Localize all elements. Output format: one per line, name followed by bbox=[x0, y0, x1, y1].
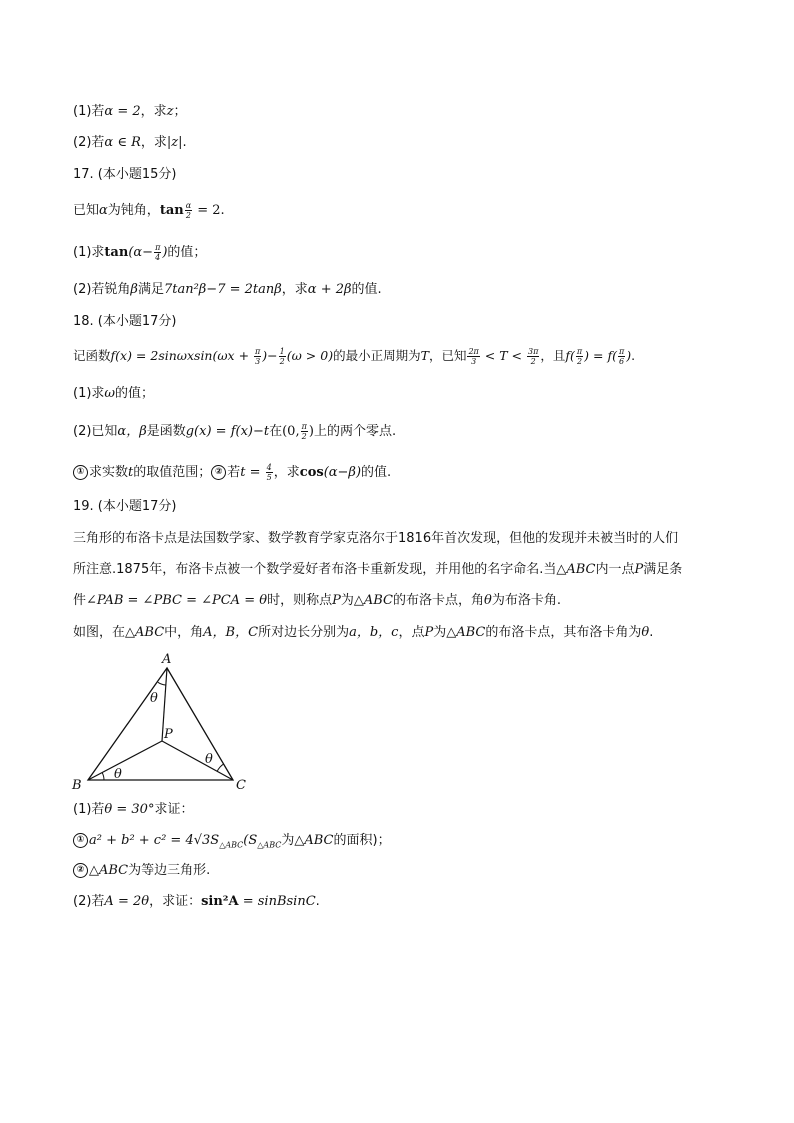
q18-given-ineq: < T < bbox=[480, 348, 526, 363]
q16-part2-prefix: (2)若 bbox=[73, 135, 105, 150]
q18-part3-cos: cos bbox=[299, 465, 324, 480]
q19-para2-mid3: ，点 bbox=[398, 625, 425, 640]
q16-part2-abs: |z| bbox=[166, 135, 183, 150]
q19-para2-mid5: 的布洛卡点，其布洛卡角为 bbox=[485, 625, 642, 640]
angle-arc-b bbox=[102, 773, 104, 781]
q18-given-t3: ，已知 bbox=[428, 348, 467, 363]
q19-para1-line3-theta: θ bbox=[484, 593, 492, 608]
q18-given-t1: 记函数 bbox=[73, 348, 111, 363]
q18-given-f6: ) bbox=[626, 348, 632, 363]
q17-part2-expr: α + 2β bbox=[307, 282, 352, 297]
q19-part1a-t: 为 bbox=[281, 833, 295, 848]
angle-arc-c bbox=[217, 764, 224, 772]
q18-given-f3: (ω > 0) bbox=[286, 348, 334, 363]
q19-para1-line2-pre: 所注意.1875年，布洛卡点被一个数学爱好者布洛卡重新发现，并用他的名字命名.当 bbox=[73, 562, 557, 577]
q17-part1-frac bbox=[154, 243, 161, 262]
q17-part1-end: 的值； bbox=[167, 245, 207, 260]
q18-given-frac1 bbox=[254, 347, 261, 366]
segment-cp bbox=[162, 741, 233, 780]
q18-given-frac2 bbox=[279, 347, 286, 366]
q18-part3 bbox=[73, 463, 391, 482]
q19-part2-end: . bbox=[315, 894, 320, 909]
q19-part1a bbox=[73, 832, 391, 855]
q19-para1-line2-P: P bbox=[634, 562, 644, 577]
q19-para1-line1: 三角形的布洛卡点是法国数学家、数学教育学家克洛尔于1816年首次发现，但他的发现并未被当时的人们 bbox=[73, 531, 679, 546]
q18-part3-t4: ，求 bbox=[273, 465, 300, 480]
q18-part3-expr: (α−β) bbox=[323, 465, 362, 480]
q18-given-frac2-den: 2 bbox=[279, 357, 285, 366]
q18-given bbox=[73, 347, 635, 366]
q18-given-frac4-den: 2 bbox=[530, 357, 536, 366]
q19-para1-line2-end: 满足条 bbox=[643, 562, 683, 577]
q18-given-frac1-num: π bbox=[255, 347, 261, 356]
q18-part1-omega: ω bbox=[104, 386, 116, 401]
q18-part3-frac bbox=[266, 463, 273, 482]
q19-part1a-circle: ① bbox=[73, 833, 88, 848]
q18-part2-in: 在 bbox=[269, 424, 283, 439]
q17-part2 bbox=[73, 281, 382, 299]
q18-part2-frac-num: π bbox=[301, 422, 307, 431]
q17-given-fn: tan bbox=[159, 203, 184, 218]
q19-para1-line3-mid3: 的布洛卡点，角 bbox=[392, 593, 484, 608]
brocard-triangle-figure bbox=[68, 650, 258, 795]
q17-given-text2: 为钝角， bbox=[107, 203, 160, 218]
q18-part2-prefix: (2)已知 bbox=[73, 424, 118, 439]
q19-part2-eq: = sinBsinC bbox=[238, 894, 316, 909]
q17-part1-open: (α− bbox=[128, 245, 154, 260]
angle-label-a: θ bbox=[150, 691, 158, 706]
q18-part2-text: 是函数 bbox=[146, 424, 186, 439]
vertex-label-c: C bbox=[236, 778, 246, 793]
q19-part2-mid: ，求证： bbox=[149, 894, 202, 909]
q18-given-f5: ) = f( bbox=[584, 348, 617, 363]
q19-part1a-sub: △ABC bbox=[219, 840, 244, 850]
q19-para2-abc: A，B，C bbox=[203, 625, 259, 640]
q19-para1-line3-mid: 时，则称点 bbox=[267, 593, 333, 608]
q18-given-t2: 的最小正周期为 bbox=[333, 348, 421, 363]
q19-para2-P: P bbox=[424, 625, 434, 640]
q19-part2-cond: A = 2θ bbox=[104, 894, 150, 909]
q19-part1a-sub2: △ABC bbox=[257, 840, 282, 850]
q18-given-frac6-den: 6 bbox=[619, 357, 625, 366]
q18-part3-teq: t = bbox=[240, 465, 265, 480]
q17-part1-fn: tan bbox=[104, 245, 129, 260]
q19-para2-sides: a，b，c bbox=[349, 625, 399, 640]
q19-para2-tri2: △ABC bbox=[446, 625, 486, 640]
angle-label-b: θ bbox=[114, 767, 122, 782]
q18-part2-int1: (0, bbox=[282, 424, 300, 439]
q16-part1-prefix: (1)若 bbox=[73, 104, 105, 119]
q19-part2-prefix: (2)若 bbox=[73, 894, 105, 909]
q18-given-f2: )− bbox=[262, 348, 278, 363]
q18-given-frac5 bbox=[576, 347, 583, 366]
q18-part3-circle1: ① bbox=[73, 465, 88, 480]
q18-given-frac4-num: 3π bbox=[528, 347, 539, 356]
q16-part1-sep: ，求 bbox=[140, 104, 167, 119]
q18-part2-g: g(x) = f(x)−t bbox=[185, 424, 270, 439]
q19-part2-sin: sin²A bbox=[201, 894, 239, 909]
vertex-label-b: B bbox=[72, 778, 82, 793]
q17-part2-end: 的值. bbox=[351, 282, 382, 297]
q18-part2-int2: ) bbox=[308, 424, 314, 439]
point-label-p: P bbox=[164, 727, 173, 742]
q18-part3-frac-den: 5 bbox=[266, 473, 272, 482]
q18-given-end: . bbox=[631, 348, 636, 363]
q17-part2-beta: β bbox=[130, 282, 138, 297]
q16-part1-var: z bbox=[166, 104, 174, 119]
q19-part1a-t2: 的面积)； bbox=[333, 833, 391, 848]
q16-part2-cond: α ∈ R bbox=[104, 135, 141, 150]
q18-given-frac5-den: 2 bbox=[576, 357, 583, 366]
angle-arc-a bbox=[158, 682, 166, 685]
q18-given-frac6 bbox=[618, 347, 625, 366]
q18-given-T: T bbox=[420, 348, 429, 363]
q19-part1b-tri: △ABC bbox=[89, 863, 129, 878]
q17-given-text1: 已知 bbox=[73, 203, 100, 218]
q19-para1-line3-P: P bbox=[332, 593, 341, 608]
q19-para1-line3 bbox=[73, 592, 561, 610]
q17-given bbox=[73, 201, 225, 220]
q18-part2 bbox=[73, 422, 396, 441]
q17-part1-prefix: (1)求 bbox=[73, 245, 105, 260]
q19-part1a-tri: △ABC bbox=[294, 833, 334, 848]
q19-part1 bbox=[73, 801, 193, 819]
q17-given-frac bbox=[185, 201, 192, 220]
q19-para1-line3-end: 为布洛卡角. bbox=[491, 593, 561, 608]
q18-part3-t1: 求实数 bbox=[89, 465, 129, 480]
q17-given-frac-num: α bbox=[185, 201, 192, 210]
q17-header: 17. (本小题15分) bbox=[73, 167, 177, 182]
q17-given-frac-den: 2 bbox=[185, 211, 191, 220]
q19-para1-line3-pre: 件 bbox=[73, 593, 87, 608]
q19-part1b bbox=[73, 862, 210, 880]
q19-para1-line2-tri: △ABC bbox=[556, 562, 596, 577]
q18-part2-end: 上的两个零点. bbox=[313, 424, 397, 439]
q18-part1-prefix: (1)求 bbox=[73, 386, 105, 401]
q18-part3-end: 的值. bbox=[361, 465, 392, 480]
q16-part1-end: ； bbox=[173, 104, 187, 119]
q18-part3-circle2: ② bbox=[211, 465, 226, 480]
q18-header: 18. (本小题17分) bbox=[73, 314, 177, 329]
q19-part2 bbox=[73, 893, 320, 911]
q17-part2-eq: 7tan²β−7 = 2tanβ bbox=[163, 282, 282, 297]
q19-part1b-circle: ② bbox=[73, 863, 88, 878]
q19-para1-line3-tri: △ABC bbox=[353, 593, 393, 608]
q16-part1-cond: α = 2 bbox=[104, 104, 141, 119]
q19-part1-end: 求证： bbox=[154, 802, 194, 817]
segment-bp bbox=[88, 741, 162, 780]
q19-para2-mid4: 为 bbox=[433, 625, 447, 640]
q16-part2 bbox=[73, 134, 187, 152]
q18-part2-frac bbox=[301, 422, 308, 441]
q18-part3-t2: 的取值范围； bbox=[133, 465, 212, 480]
q18-part2-ab: α，β bbox=[117, 424, 147, 439]
q19-para1-line3-mid2: 为 bbox=[340, 593, 354, 608]
q19-para2-mid: 中，角 bbox=[164, 625, 204, 640]
q19-para2-pre: 如图，在 bbox=[73, 625, 126, 640]
q18-given-frac3-den: 3 bbox=[471, 357, 477, 366]
q17-part1 bbox=[73, 243, 206, 262]
q19-para2-end: . bbox=[649, 625, 654, 640]
q19-part1a-S2: S bbox=[248, 833, 258, 848]
q19-part1a-open: ( bbox=[243, 833, 249, 848]
vertex-label-a: A bbox=[162, 652, 172, 667]
q17-part2-prefix: (2)若锐角 bbox=[73, 282, 131, 297]
q19-part1a-S: S bbox=[210, 833, 220, 848]
q18-part3-t: t bbox=[128, 465, 134, 480]
q18-given-frac5-num: π bbox=[576, 347, 583, 356]
q18-part2-frac-den: 2 bbox=[301, 432, 307, 441]
q18-part1-end: 的值； bbox=[115, 386, 155, 401]
q17-given-alpha: α bbox=[99, 203, 108, 218]
q19-part1b-t: 为等边三角形. bbox=[128, 863, 211, 878]
q19-para2 bbox=[73, 624, 653, 642]
q19-para2-theta: θ bbox=[641, 625, 650, 640]
q18-given-frac3 bbox=[467, 347, 479, 366]
q19-para1-line2-post: 内一点 bbox=[595, 562, 635, 577]
q19-part1a-lhs: a² + b² + c² = 4√3 bbox=[89, 833, 211, 848]
q19-header: 19. (本小题17分) bbox=[73, 499, 177, 514]
q18-given-frac2-num: 1 bbox=[279, 347, 285, 356]
q17-part1-frac-den: 4 bbox=[155, 253, 161, 262]
q17-part1-frac-num: π bbox=[155, 243, 161, 252]
q17-part2-text: 满足 bbox=[137, 282, 164, 297]
q19-part1-cond: θ = 30° bbox=[104, 802, 155, 817]
q19-para1-line2 bbox=[73, 561, 682, 579]
q17-part1-close: ) bbox=[162, 245, 168, 260]
q19-para2-tri: △ABC bbox=[125, 625, 165, 640]
q18-given-frac6-num: π bbox=[618, 347, 625, 356]
q18-given-frac1-den: 3 bbox=[255, 357, 261, 366]
q16-part2-end: . bbox=[182, 135, 187, 150]
q18-given-t4: ，且 bbox=[540, 348, 566, 363]
q17-part2-sep: ，求 bbox=[281, 282, 308, 297]
q18-given-frac4 bbox=[527, 347, 539, 366]
q17-given-rest: = 2. bbox=[193, 203, 225, 218]
q18-part1 bbox=[73, 385, 154, 403]
q16-part2-sep: ，求 bbox=[140, 135, 167, 150]
q18-given-f4: f( bbox=[565, 348, 575, 363]
q18-given-f1: f(x) = 2sinωxsin(ωx + bbox=[110, 348, 254, 363]
q16-part1 bbox=[73, 103, 187, 121]
q19-para2-mid2: 所对边长分别为 bbox=[258, 625, 350, 640]
q19-para1-line3-cond: ∠PAB = ∠PBC = ∠PCA = θ bbox=[86, 593, 268, 608]
q18-part3-frac-num: 4 bbox=[266, 463, 272, 472]
angle-label-c: θ bbox=[205, 752, 213, 767]
q18-given-frac3-num: 2π bbox=[468, 347, 479, 356]
q18-part3-t3: 若 bbox=[227, 465, 241, 480]
q19-part1-prefix: (1)若 bbox=[73, 802, 105, 817]
